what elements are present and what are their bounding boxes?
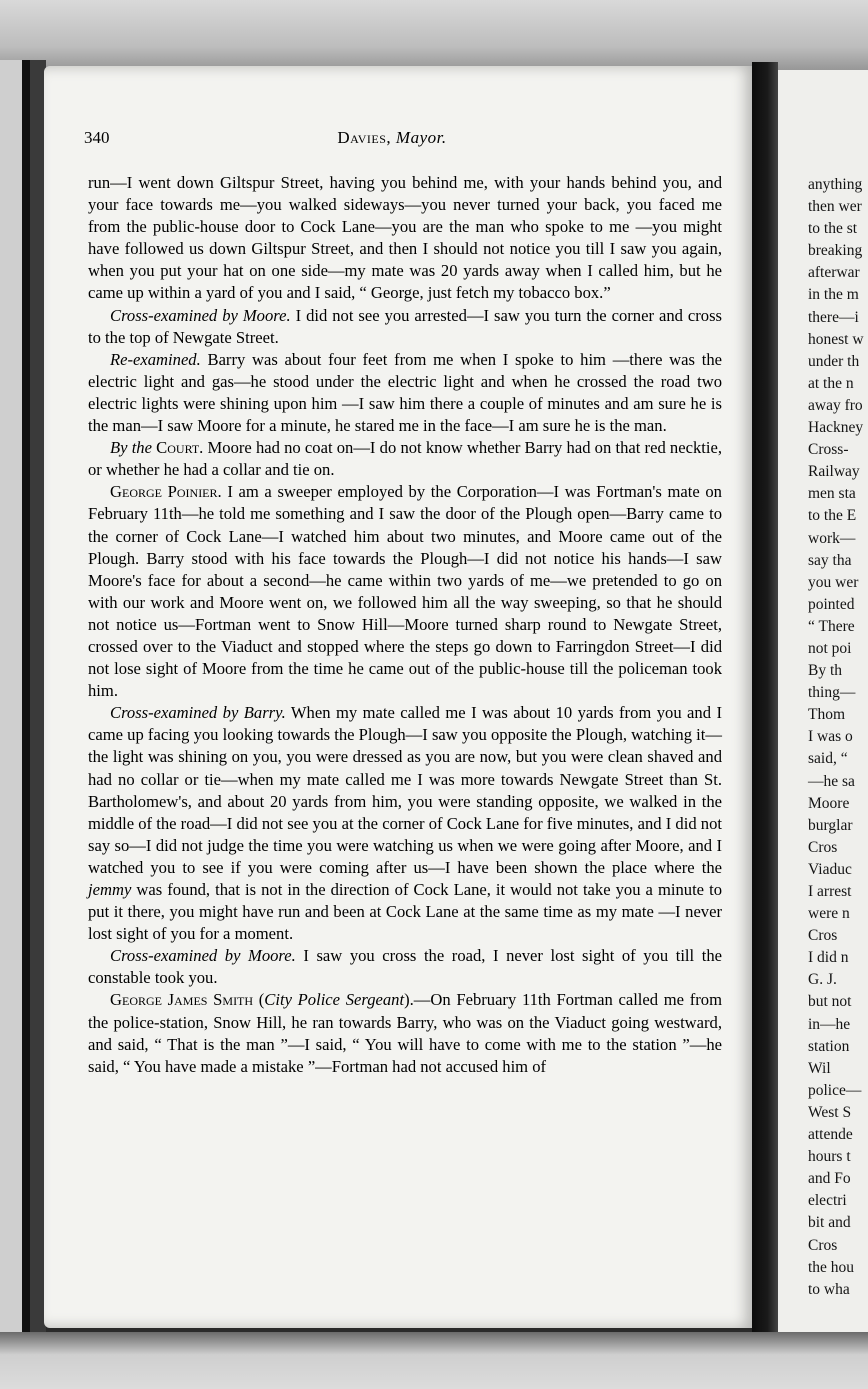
right-page-line: By th [808,662,843,680]
paragraph [88,702,722,945]
right-page-line: and Fo [808,1170,851,1188]
right-page-line: the hou [808,1258,855,1276]
right-page-line: thing— [808,684,856,702]
right-page-line: work— [808,529,856,547]
right-page-line: but not [808,993,852,1011]
examination-label: Re-examined. [110,349,201,369]
right-page-line: were n [808,905,850,923]
paragraph-text: run—I went down Giltspur Street, having you behind me, with your hands behind you, and your face towards me—you walked sideways—you never turned your back, you faced me from the public-house door to Cock Lane—you are the man who spoke to me —you might have followed us down Giltspur Street, and then I should not notice you till I saw you again, when you put your hat on one side—my mate was 20 yards away when I called him, but he came up within a yard of you and I said, “ George, just fetch my tobacco box.” [88,173,722,303]
right-page-line: at the n [808,374,854,392]
right-page-line: G. J. [808,971,837,989]
book-gutter [752,62,778,1332]
right-page-line: you wer [808,573,859,591]
examination-label: Cross-examined by Moore. [110,946,296,966]
right-page-line: Cros [808,838,838,856]
right-page-line: I did n [808,949,849,967]
right-page-line: —he sa [808,772,855,790]
paragraph-text: .—On February 11th Fortman called me from the police-station, Snow Hill, he ran towards Barry, who was on the Viaduct going westward, and said, “ That is the man ”—I said, “ You will have to come with me to the station ”—he said, “ You have made a mistake ”—Fortman had not accused him of [88,990,722,1076]
running-head-title: Mayor. [395,128,447,147]
examination-label: Cross-examined by Barry. [110,703,286,723]
right-page-line: to the st [808,220,858,238]
page-body [88,172,722,1078]
witness-name: George Poinier. [110,482,222,502]
right-page-line: I arrest [808,883,852,900]
paragraph-text: Moore had no coat on—I do not know whether Barry had on that red necktie, or whether he had a collar and tie on. [88,438,722,480]
right-page-line: breaking [808,242,863,260]
right-page-line: “ There [808,617,855,635]
paragraph [88,945,722,989]
right-page-line: Thom [808,706,846,724]
right-page-line: away fro [808,396,863,414]
right-page-line: to the E [808,507,857,525]
right-page-line: honest w [808,330,864,348]
right-page-line: Railway [808,463,860,481]
right-page-line: I was o [808,728,853,746]
right-page-line: Viaduc [808,860,852,878]
paragraph [88,349,722,437]
paragraph-text: I saw you cross the road, I never lost sight of you till the constable took you. [88,946,722,988]
right-page-line: Cros [808,927,838,945]
examination-label-prefix: By the [110,438,157,458]
paragraph [88,437,722,481]
running-head [84,128,700,148]
right-page-line: Wil [808,1059,831,1077]
paragraph: George James Smith (City Police Sergeant).—On February 11th Fortman called me from the police-station, Snow Hill, he ran towards Barry, who was on the Viaduct going westward, and said, “ That is the man ”—I said, “ You will have to come with me to the station ”—he said, “ You have made a mistake ”—Fortman had not accused him of [88,990,722,1076]
right-page-line: Moore [808,794,850,812]
paragraph [88,172,722,305]
right-page-line: Cros [808,1236,838,1254]
right-page-line: station [808,1037,850,1055]
italic-term: jemmy [88,880,132,899]
book-left-edge [0,60,46,1340]
witness-role: City Police Sergeant [264,990,405,1010]
paragraph-text: When my mate called me I was about 10 yards from you and I came up facing you looking towards the Plough—I saw you opposite the Plough, watching it—the light was shining on you, you were dressed as you are now, but you were clean shaved and had no collar or tie—when my mate called me I was more towards Newgate Street than St. Bartholomew's, and about 20 yards from him, you were standing opposite, we walked in the middle of the road—I did not see you at the corner of Cock Lane for five minutes, and I did not say so—I did not judge the time you were watching us when we were going after Moore, and I watched you to see if you were coming after us—I have been shown the place where the [88,703,722,877]
right-page-line: in—he [808,1015,851,1033]
right-page-line: in the m [808,286,859,304]
scan-bottom-margin [0,1332,868,1389]
right-page-line: say tha [808,551,852,569]
paragraph-text-continued: was found, that is not in the direction of Cock Lane, it would not take you a minute to put it there, you might have run and been at Cock Lane at the same time as my mate —I never lost sight of you for a moment. [88,880,722,944]
examination-label: Cross-examined by Moore. [110,305,291,325]
right-page-line: men sta [808,485,856,503]
right-page-line: anything [808,176,863,193]
right-page-line: West S [808,1103,852,1121]
right-page-line: pointed [808,595,855,613]
page-number: 340 [84,128,110,147]
witness-name: George James Smith [110,990,254,1010]
right-page-line: electri [808,1192,847,1210]
right-page-line: not poi [808,639,852,657]
right-page-line: said, “ [808,750,848,768]
paragraph-text: Barry was about four feet from me when I spoke to him —there was the electric light and gas—he stood under the electric light and when he crossed the road two electric lights were shining upon him —I saw him there a couple of minutes and am sure he is the man—I saw Moore for a minute, he stared me in the face—I am sure he is the man. [88,349,722,436]
right-page-line: to wha [808,1280,850,1298]
right-page-line: then wer [808,198,862,216]
right-page [778,70,868,1332]
right-page-line: bit and [808,1214,851,1232]
right-page-line: burglar [808,816,853,834]
right-page-line: Hackney [808,419,864,437]
running-head-name: Davies, [337,128,392,147]
paragraph [88,481,722,702]
right-page-line: hours t [808,1148,851,1166]
right-page-line: police— [808,1081,862,1099]
page-header [84,128,700,158]
paragraph-text: I am a sweeper employed by the Corporation—I was Fortman's mate on February 11th—he told me something and I saw the door of the Plough open—Barry came to the corner of Cock Lane—I watched him about two minutes, and Moore came out of the Plough. Barry stood with his face towards the Plough—I did not notice his hands—I saw Moore's face for about a second—he came within two yards of me—we pretended to go on with our work and Moore went on, we followed him all the way sweeping, so that he should not notice us—Fortman went to Snow Hill—Moore turned sharp round to Newgate Street, crossed over to the Viaduct and stopped where the steps go down to Farringdon Street—I did not lose sight of Moore from the time he came out of the public-house till the policeman took him. [88,482,722,701]
right-page-line: attende [808,1126,853,1144]
paragraph [88,305,722,349]
right-page-line: there—i [808,308,859,326]
right-page-line: Cross- [808,441,849,459]
right-page-line: under th [808,352,860,370]
right-page-line: afterwar [808,264,860,282]
paragraph-text: I did not see you arrested—I saw you turn the corner and cross to the top of Newgate Street. [88,305,722,347]
examination-label-court: Court. [156,438,204,458]
right-page-text [808,174,868,1301]
